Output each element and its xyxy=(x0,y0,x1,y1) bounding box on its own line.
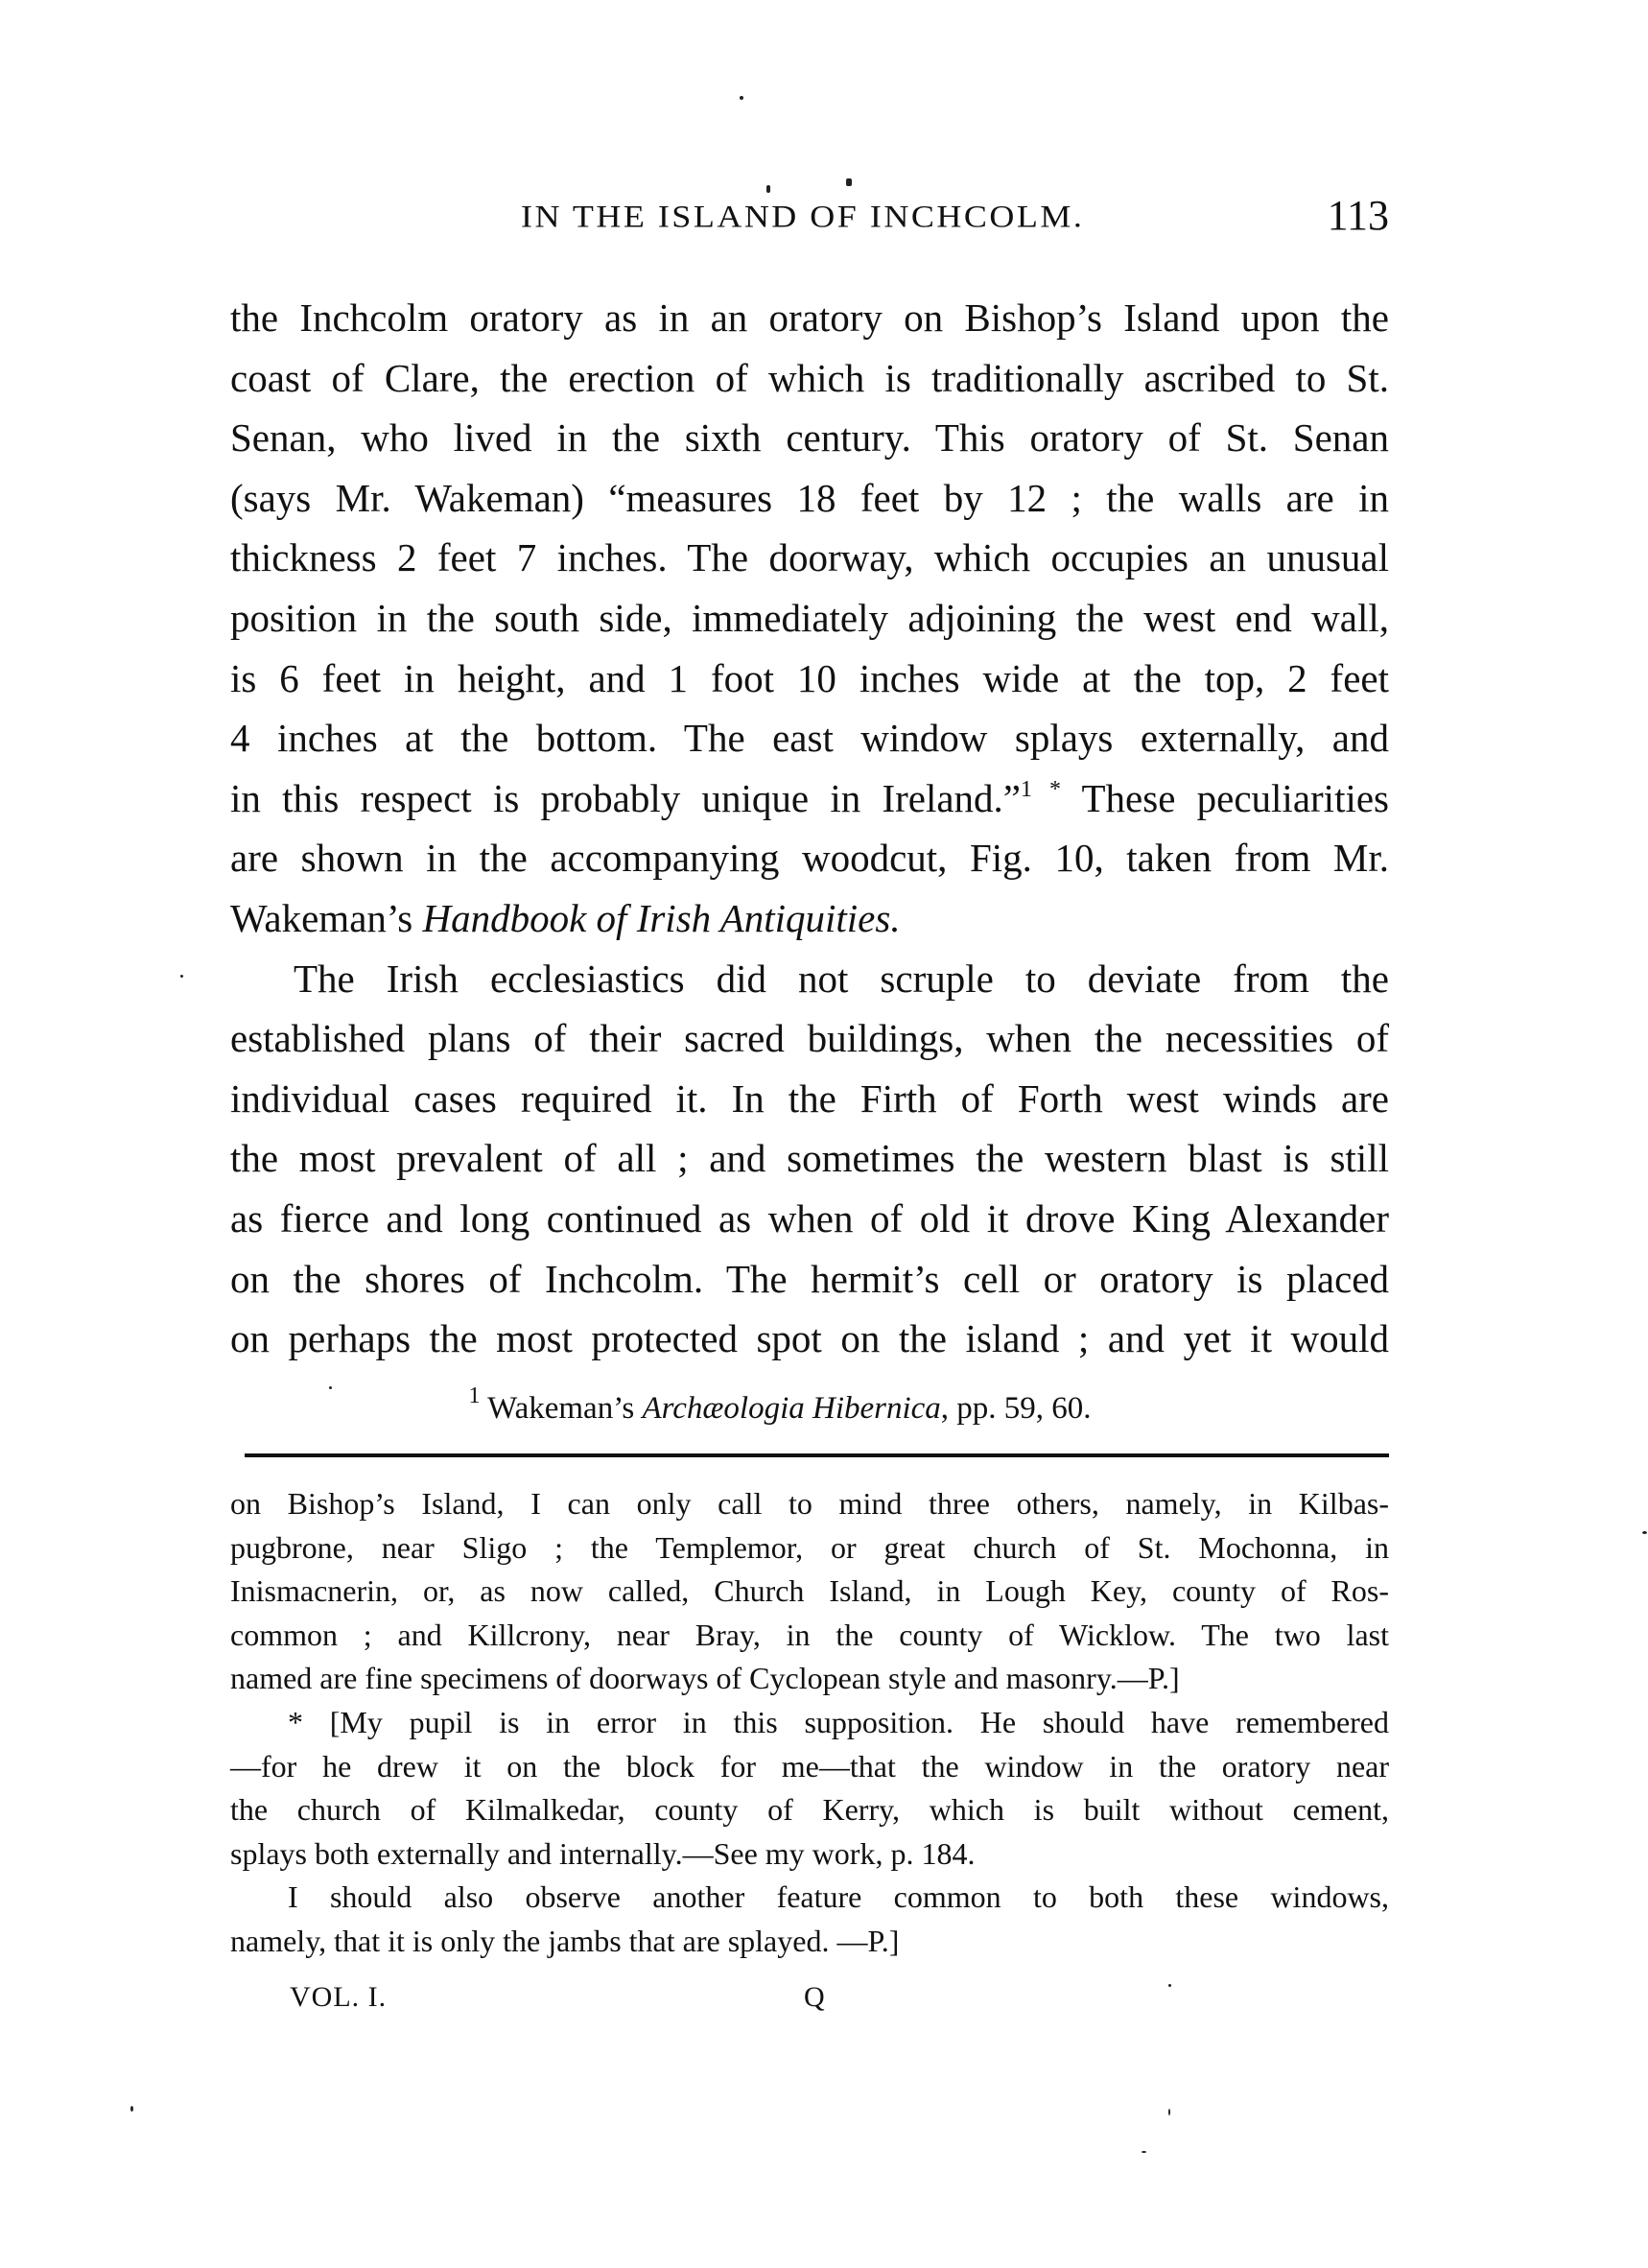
text-line: the Inchcolm oratory as in an oratory on Bishop’s Island upon the xyxy=(230,295,1389,340)
note-line: on Bishop’s Island, I can only call to mind three others, namely, in Kilbas- xyxy=(230,1486,1389,1521)
line-text: These peculiarities xyxy=(1061,775,1390,820)
text-line: is 6 feet in height, and 1 foot 10 inches wide at the top, 2 feet xyxy=(230,655,1389,700)
text-line: thickness 2 feet 7 inches. The doorway, which occupies an unusual xyxy=(230,535,1389,580)
note-line: Inismacnerin, or, as now called, Church Island, in Lough Key, county of Ros- xyxy=(230,1573,1389,1609)
footnote-title-italic: Archæologia Hibernica xyxy=(642,1391,941,1426)
footnote-text: , pp. 59, 60. xyxy=(940,1391,1092,1426)
footnote-reference[interactable]: 1 * xyxy=(1021,776,1062,802)
page-number: 113 xyxy=(1327,192,1389,239)
footnote-divider xyxy=(245,1453,1389,1457)
text-line: coast of Clare, the erection of which is traditionally ascribed to St. xyxy=(230,355,1389,400)
scan-speck xyxy=(766,185,770,193)
note-asterisk xyxy=(230,1701,1389,1876)
paragraph-2 xyxy=(230,951,1389,1371)
text-line: are shown in the accompanying woodcut, Fig. 10, taken from Mr. xyxy=(230,836,1389,881)
text-line: (says Mr. Wakeman) “measures 18 feet by 12 ; the walls are in xyxy=(230,475,1389,520)
scan-speck xyxy=(846,178,852,186)
running-head-title: IN THE ISLAND OF INCHCOLM. xyxy=(521,198,1085,234)
text-line: The Irish ecclesiastics did not scruple to deviate from the xyxy=(294,956,1389,1001)
note-line: pugbrone, near Sligo ; the Templemor, or great church of St. Mochonna, in xyxy=(230,1529,1389,1565)
footnote-text: Wakeman’s xyxy=(487,1391,643,1426)
book-title-italic: Handbook of Irish Antiquities. xyxy=(422,895,901,940)
text-line: the most prevalent of all ; and sometimes the western blast is still xyxy=(230,1136,1389,1181)
scan-speck xyxy=(1142,2151,1146,2153)
text-line: individual cases required it. In the Firth of Forth west winds are xyxy=(230,1075,1389,1121)
text-line: 4 inches at the bottom. The east window splays externally, and xyxy=(230,716,1389,761)
note-addendum xyxy=(230,1876,1389,1963)
note-line: named are fine specimens of doorways of Cyclopean style and masonry.—P.] xyxy=(230,1661,1180,1696)
signature-mark: Q xyxy=(804,1981,825,2013)
scan-speck xyxy=(329,1386,332,1389)
text-line: on perhaps the most protected spot on the island ; and yet it would xyxy=(230,1316,1389,1361)
note-line: splays both externally and internally.—See my work, p. 184. xyxy=(230,1835,976,1871)
note-line: common ; and Killcrony, near Bray, in the county of Wicklow. The two last xyxy=(230,1617,1389,1652)
continued-notes xyxy=(230,1482,1389,1964)
text-line: Senan, who lived in the sixth century. This oratory of St. Senan xyxy=(230,415,1389,461)
body-text xyxy=(230,290,1389,1371)
scan-speck xyxy=(1168,1984,1171,1987)
footnote-marker: 1 xyxy=(468,1383,481,1408)
scan-speck xyxy=(1642,1531,1647,1534)
text-line xyxy=(230,770,1389,831)
note-line: I should also observe another feature common to both these windows, xyxy=(288,1879,1389,1915)
line-text: in this respect is probably unique in Ireland.” xyxy=(230,775,1022,820)
note-line: —for he drew it on the block for me—that the window in the oratory near xyxy=(230,1748,1389,1784)
text-line: position in the south side, immediately adjoining the west end wall, xyxy=(230,595,1389,640)
scan-speck xyxy=(1168,2109,1170,2115)
text-line: on the shores of Inchcolm. The hermit’s cell or oratory is placed xyxy=(230,1256,1389,1301)
scan-speck xyxy=(740,96,743,100)
note-line: the church of Kilmalkedar, county of Kerry, which is built without cement, xyxy=(230,1792,1389,1828)
text-line xyxy=(230,890,1389,951)
note-line: namely, that it is only the jambs that are splayed. —P.] xyxy=(230,1923,900,1958)
volume-signature: VOL. I. xyxy=(290,1981,388,2013)
line-text: Wakeman’s xyxy=(230,895,423,940)
scan-speck xyxy=(180,975,183,978)
text-line: as fierce and long continued as when of old it drove King Alexander xyxy=(230,1195,1389,1240)
paragraph-1 xyxy=(230,290,1389,951)
text-line: established plans of their sacred buildings, when the necessities of xyxy=(230,1016,1389,1061)
note-line: * [My pupil is in error in this supposition. He should have remembered xyxy=(288,1704,1389,1739)
note-continuation xyxy=(230,1482,1389,1701)
footnote-1 xyxy=(0,1383,1648,1429)
scan-speck xyxy=(130,2106,133,2112)
